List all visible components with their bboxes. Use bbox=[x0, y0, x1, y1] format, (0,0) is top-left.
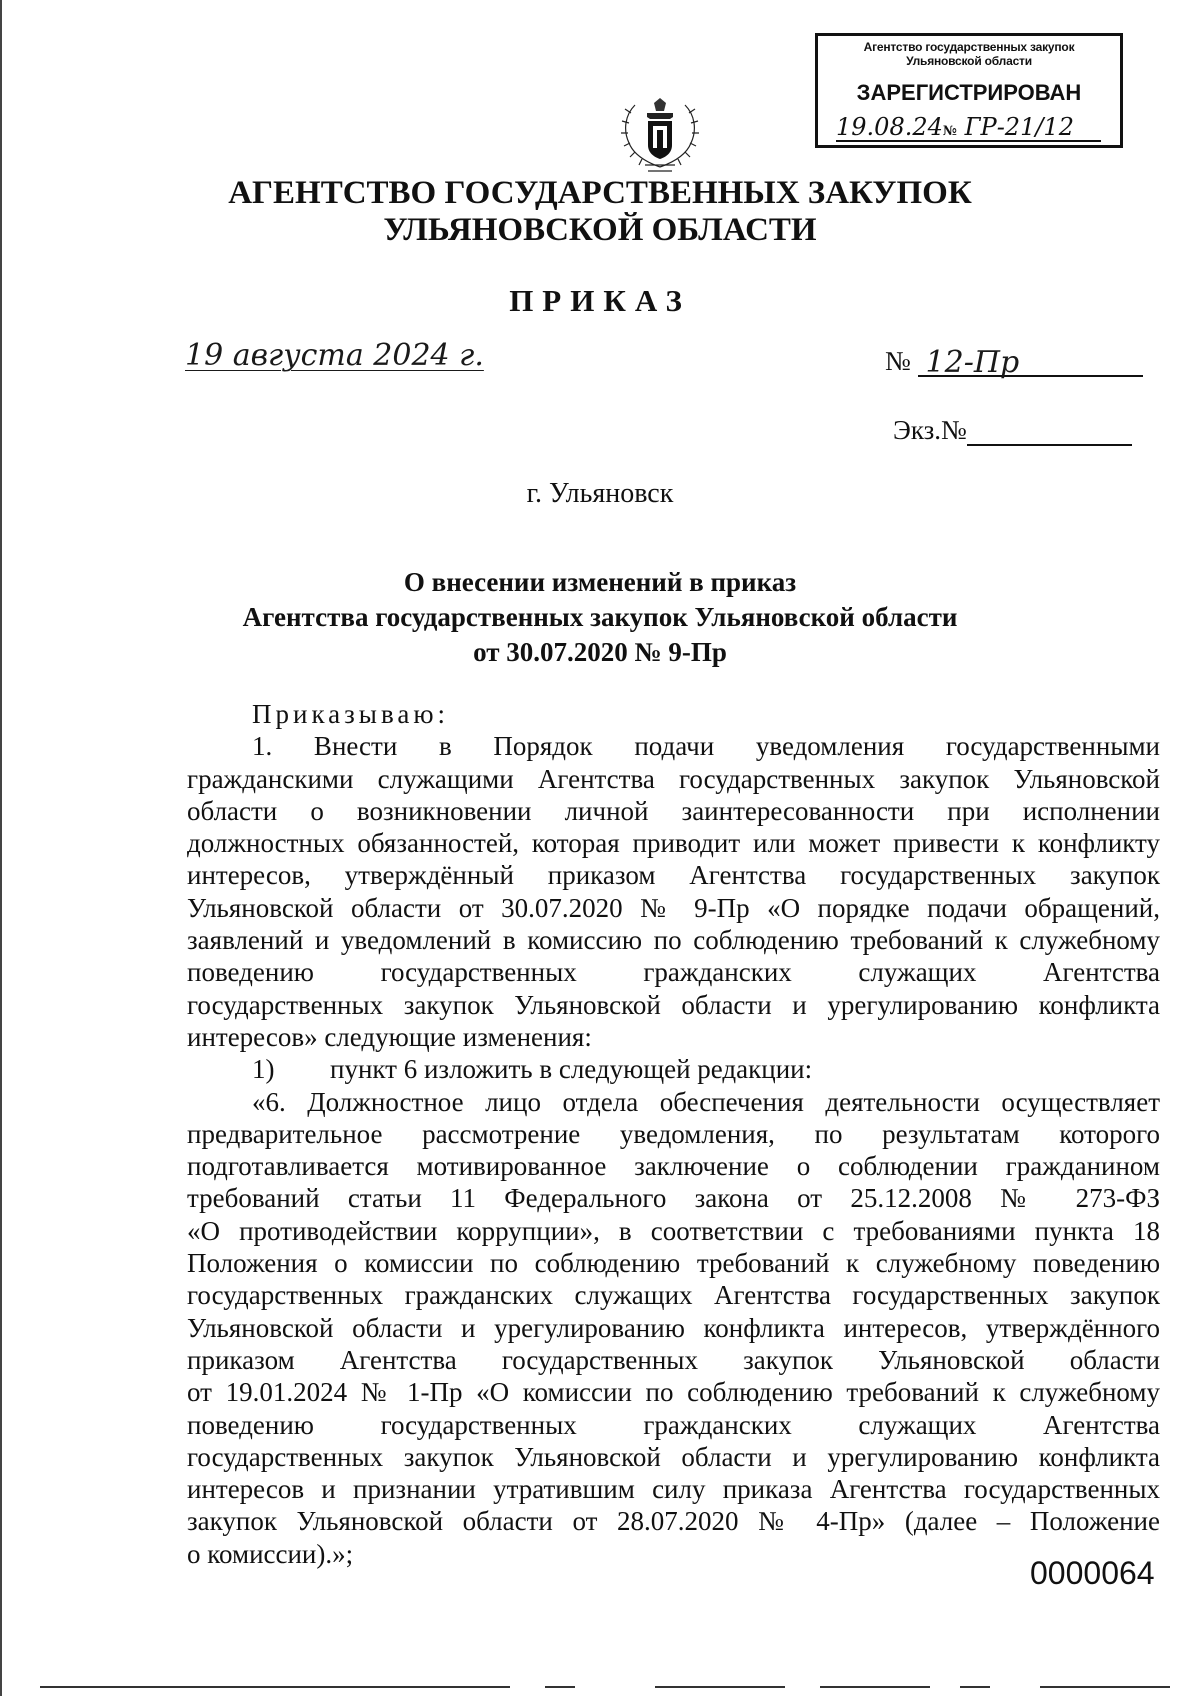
scan-bottom-marks bbox=[0, 1686, 1200, 1689]
subject-line-3: от 30.07.2020 № 9-Пр bbox=[473, 637, 727, 667]
text-line: интересов и признании утратившим силу приказа Агентства государственных bbox=[187, 1474, 1160, 1505]
text-line: «О противодействии коррупции», в соответствии с требованиями пункта 18 bbox=[187, 1215, 1160, 1246]
text-line: поведению государственных гражданских служащих Агентства bbox=[187, 1409, 1160, 1440]
bottom-mark bbox=[820, 1686, 930, 1688]
registration-stamp bbox=[815, 33, 1123, 148]
text-line: приказом Агентства государственных закупок Ульяновской области bbox=[187, 1344, 1160, 1375]
bottom-mark bbox=[960, 1686, 990, 1688]
copy-number-row bbox=[893, 415, 1132, 446]
text-line: Ульяновской области и урегулированию конфликта интересов, утверждённого bbox=[187, 1312, 1160, 1343]
agency-name-line-1: АГЕНТСТВО ГОСУДАРСТВЕННЫХ ЗАКУПОК bbox=[228, 175, 972, 211]
stamp-reg-date: 19.08.24 bbox=[836, 113, 943, 141]
order-number-row bbox=[885, 345, 1143, 380]
bottom-mark bbox=[545, 1686, 575, 1688]
bottom-mark bbox=[40, 1686, 510, 1688]
text-line: интересов, утверждённый приказом Агентства государственных закупок bbox=[187, 860, 1160, 891]
order-intro: Приказываю: bbox=[252, 699, 449, 729]
order-number-label: № bbox=[885, 346, 911, 376]
stamp-reg-no-label: № bbox=[942, 124, 958, 139]
text-line: Ульяновской области от 30.07.2020 № 9-Пр «О порядке подачи обращений, bbox=[187, 892, 1160, 923]
stamp-status: ЗАРЕГИСТРИРОВАН bbox=[856, 80, 1082, 105]
text-line: заявлений и уведомлений в комиссию по соблюдению требований к служебному bbox=[187, 925, 1160, 956]
text-line: государственных закупок Ульяновской области и урегулированию конфликта bbox=[187, 989, 1160, 1020]
paragraph-2 bbox=[187, 1086, 1160, 1570]
text-line: предварительное рассмотрение уведомления, по результатам которого bbox=[187, 1118, 1160, 1149]
coat-of-arms-icon bbox=[615, 95, 705, 175]
text-line: 1. Внести в Порядок подачи уведомления государственными bbox=[252, 731, 1160, 762]
subject-line-1: О внесении изменений в приказ bbox=[403, 567, 797, 597]
order-subject bbox=[0, 565, 1200, 670]
text-line: Положения о комиссии по соблюдению требований к служебному поведению bbox=[187, 1248, 1160, 1279]
bottom-mark bbox=[655, 1686, 785, 1688]
list-item-number: 1) bbox=[252, 1054, 275, 1085]
text-line: о комиссии).»; bbox=[187, 1538, 354, 1569]
document-type-title: ПРИКАЗ bbox=[509, 283, 691, 318]
stamp-org-line-1: Агентство государственных закупок bbox=[863, 40, 1075, 54]
copy-number-field bbox=[967, 416, 1132, 446]
list-item-1 bbox=[187, 1053, 1160, 1085]
document-serial-number: 0000064 bbox=[1030, 1555, 1155, 1591]
text-line: гражданскими служащими Агентства государственных закупок Ульяновской bbox=[187, 763, 1160, 794]
list-item-text: пункт 6 изложить в следующей редакции: bbox=[330, 1054, 813, 1085]
city-line: г. Ульяновск bbox=[526, 478, 674, 509]
copy-number-label: Экз.№ bbox=[893, 415, 967, 445]
bottom-mark bbox=[1040, 1686, 1170, 1688]
paragraph-1 bbox=[187, 730, 1160, 1053]
text-line: «6. Должностное лицо отдела обеспечения деятельности осуществляет bbox=[252, 1086, 1160, 1117]
text-line: государственных гражданских служащих Агентства государственных закупок bbox=[187, 1280, 1160, 1311]
text-line: закупок Ульяновской области от 28.07.2020 № 4-Пр» (далее – Положение bbox=[187, 1506, 1160, 1537]
scan-edge bbox=[0, 0, 2, 1696]
text-line: подготавливается мотивированное заключение о соблюдении гражданином bbox=[187, 1151, 1160, 1182]
text-line: поведению государственных гражданских служащих Агентства bbox=[187, 957, 1160, 988]
stamp-org-line-2: Ульяновской области bbox=[906, 54, 1032, 68]
stamp-organization bbox=[818, 40, 1120, 68]
stamp-registration-line bbox=[836, 114, 1101, 142]
order-body bbox=[187, 698, 1160, 1570]
text-line: требований статьи 11 Федерального закона от 25.12.2008 № 273-ФЗ bbox=[187, 1183, 1160, 1214]
text-line: государственных закупок Ульяновской области и урегулированию конфликта bbox=[187, 1441, 1160, 1472]
order-number-handwritten: 12-Пр bbox=[925, 345, 1020, 380]
text-line: области о возникновении личной заинтересованности при исполнении bbox=[187, 795, 1160, 826]
order-number-field bbox=[918, 345, 1143, 380]
text-line: должностных обязанностей, которая приводит или может привести к конфликту bbox=[187, 828, 1160, 859]
text-line: интересов» следующие изменения: bbox=[187, 1021, 592, 1052]
subject-line-2: Агентства государственных закупок Ульяновской области bbox=[242, 602, 958, 632]
order-date-handwritten: 19 августа 2024 г. bbox=[185, 338, 484, 373]
stamp-reg-number: ГР-21/12 bbox=[964, 113, 1074, 141]
text-line: от 19.01.2024 № 1-Пр «О комиссии по соблюдению требований к служебному bbox=[187, 1377, 1160, 1408]
agency-name-line-2: УЛЬЯНОВСКОЙ ОБЛАСТИ bbox=[383, 212, 817, 248]
